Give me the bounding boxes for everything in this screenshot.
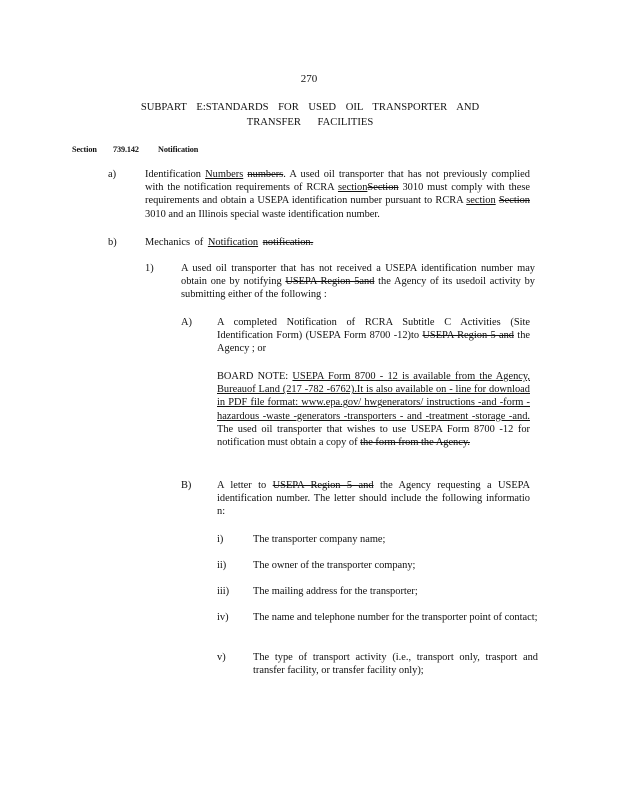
deleted-text: USEPA Region 5and [285,276,375,288]
item-text: The owner of the transporter company; [253,560,416,571]
text-run: A used oil transporter that has not received a USEPA identification number may obtain one by notifying [181,263,535,288]
deleted-text: Section [367,182,399,194]
deleted-text: the form from the Agency. [360,437,470,449]
text-run: 3010 must comply with these requirements and obtain a USEPA identification number pursuant to RCRA [145,182,530,207]
page-number: 270 [300,73,318,85]
deleted-text: Section [498,195,530,207]
item-label: i) [217,534,224,545]
text-run: the Agency requesting a USEPA identification number. The letter should include the following informatio n: [217,480,531,518]
subpart-title-line2: TRANSFER FACILITIES [246,116,374,128]
paragraph-1-text [181,262,535,302]
text-run: The used oil transporter that wishes to use USEPA Form 8700 -12 for notification must obtain a copy of [217,423,530,449]
deleted-text: USEPA Region 5 and [272,480,374,491]
deleted-text: USEPA Region 5 and [422,330,514,342]
subsection-a-label: a) [108,169,117,180]
board-note-prefix: BOARD NOTE: [217,371,293,382]
item-label: iv) [217,612,229,623]
item-text: The type of transport activity (i.e., transport only, trasport and transfer facility, or transfer facility only); [253,652,538,677]
subsection-b-heading [145,236,535,249]
text-run: Identification [145,169,206,180]
text-run: 3010 and an Illinois special waste identification number. [145,208,380,220]
text-run: Mechanics of [145,237,204,248]
paragraph-1-label: 1) [145,263,154,274]
subpart-title-line1: SUBPART E:STANDARDS FOR USED OIL TRANSPORTER AND [140,102,480,113]
section-title: Notification [158,145,199,154]
board-note [217,370,530,449]
item-label: ii) [217,560,227,571]
subparagraph-A-label: A) [181,317,192,328]
subpart-title [120,101,500,130]
inserted-text: USEPA Form 8700 - 12 is available from the Agency, Bureauof Land (217 -782 -6762).It is also available on - line for download in PDF file format: www.epa.gov/ hwgenerators/ instructions -and -form -hazardous -waste -generators -transporters - and -treatment -storage -and. [217,371,530,422]
item-text: The name and telephone number for the transporter point of contact; [253,612,538,623]
item-label: v) [217,652,226,663]
deleted-text: numbers [247,169,284,180]
item-label: iii) [217,586,230,597]
inserted-text: section [337,182,368,194]
item-text: The transporter company name; [253,534,386,545]
subparagraph-A-text [217,316,530,356]
inserted-text: Numbers [205,169,244,180]
subparagraph-B-label: B) [181,480,192,491]
subsection-b-label: b) [108,237,117,248]
inserted-text: Notification [207,237,259,248]
section-number: 739.142 [113,145,139,154]
deleted-text: notification. [262,237,314,248]
subparagraph-B-text [217,479,530,519]
text-run: A letter to [217,480,273,491]
section-word: Section [72,145,97,154]
subsection-a-text [145,168,530,221]
text-run: . A used oil transporter that has not previously complied with the notification requirements of RCRA [145,169,530,194]
inserted-text: section [466,195,496,207]
text-run: A completed Notification of RCRA Subtitle C Activities (Site Identification Form) (USEPA Form 8700 -12)to [217,317,530,342]
item-text: The mailing address for the transporter; [253,586,418,597]
text-run: the Agency of its usedoil activity by submitting either of the following : [181,276,535,301]
text-run: the Agency ; or [217,330,530,355]
